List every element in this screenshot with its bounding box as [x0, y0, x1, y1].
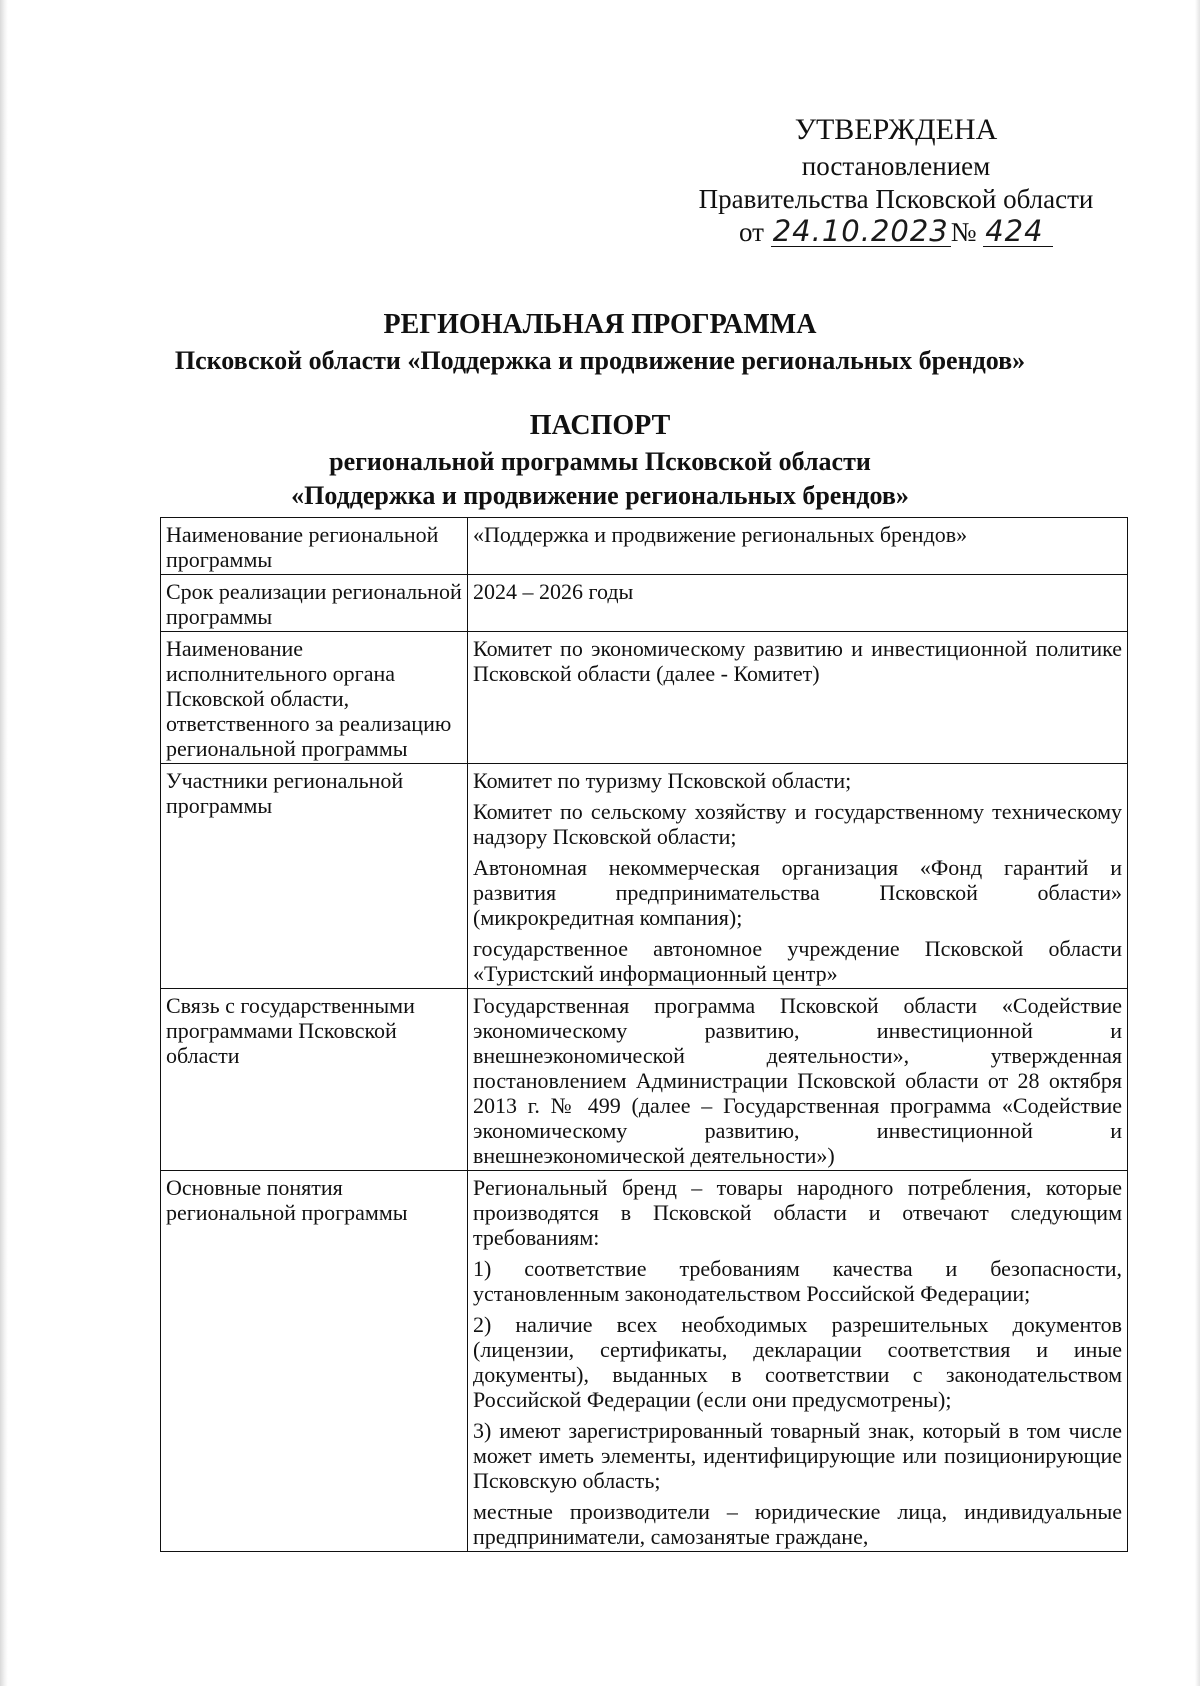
value-paragraph: 1) соответствие требованиям качества и безопасности, установленным законодательством Российской Федерации;: [473, 1256, 1122, 1306]
approval-stamp: [676, 110, 1116, 249]
passport-subtitle-1: региональной программы Псковской области: [329, 447, 871, 476]
row-value: [468, 575, 1128, 632]
document-title: [0, 306, 1200, 378]
value-paragraph: местные производители – юридические лица, индивидуальные предприниматели, самозанятые граждане,: [473, 1499, 1122, 1549]
value-paragraph: Государственная программа Псковской области «Содействие экономическому развитию, инвестиционной и внешнеэкономической деятельности», утвержденная постановлением Администрации Псковской области от 28 октября 2013 г. № 499 (далее – Государственная программа «Содействие экономическому развитию, инвестиционной и внешнеэкономической деятельности»): [473, 993, 1122, 1168]
value-paragraph: 2) наличие всех необходимых разрешительных документов (лицензии, сертификаты, декларации соответствия и иные документы), выданных в соответствии с законодательством Российской Федерации (если они предусмотрены);: [473, 1312, 1122, 1412]
passport-table: [160, 517, 1128, 1552]
handwritten-number: 424: [983, 216, 1053, 247]
row-label: Срок реализации региональной программы: [161, 575, 468, 632]
date-prefix: от: [739, 217, 764, 247]
number-sign: №: [950, 217, 977, 247]
row-value: [468, 989, 1128, 1171]
passport-subtitle-2: «Поддержка и продвижение региональных брендов»: [291, 481, 909, 510]
handwritten-date: 24.10.2023: [772, 214, 949, 248]
row-value: [468, 764, 1128, 989]
passport-heading: [0, 407, 1200, 513]
value-paragraph: 3) имеют зарегистрированный товарный знак, который в том числе может иметь элементы, идентифицирующие или позиционирующие Псковскую область;: [473, 1418, 1122, 1493]
value-paragraph: Региональный бренд – товары народного потребления, которые производятся в Псковской области и отвечают следующим требованиям:: [473, 1175, 1122, 1250]
passport-table-body: [161, 518, 1128, 1552]
row-label: Наименование исполнительного органа Псковской области, ответственного за реализацию региональной программы: [161, 632, 468, 764]
value-paragraph: государственное автономное учреждение Псковской области «Туристский информационный центр»: [473, 936, 1122, 986]
row-value: [468, 1171, 1128, 1552]
table-row: [161, 575, 1128, 632]
scan-edge-right: [1195, 0, 1200, 1686]
approval-heading: УТВЕРЖДЕНА: [794, 113, 998, 146]
value-paragraph: 2024 – 2026 годы: [473, 579, 634, 604]
table-row: [161, 1171, 1128, 1552]
value-paragraph: Автономная некоммерческая организация «Фонд гарантий и развития предпринимательства Псковской области» (микрокредитная компания);: [473, 855, 1122, 930]
row-value: [468, 518, 1128, 575]
approval-line-2: Правительства Псковской области: [698, 184, 1094, 214]
row-label: Наименование региональной программы: [161, 518, 468, 575]
title-line-2: Псковской области «Поддержка и продвижение региональных брендов»: [174, 346, 1026, 375]
value-paragraph: Комитет по экономическому развитию и инвестиционной политике Псковской области (далее - Комитет): [473, 636, 1122, 686]
row-label: Основные понятия региональной программы: [161, 1171, 468, 1552]
table-row: [161, 632, 1128, 764]
approval-date-line: [676, 216, 1116, 249]
row-label: Связь с государственными программами Псковской области: [161, 989, 468, 1171]
title-line-1: РЕГИОНАЛЬНАЯ ПРОГРАММА: [383, 309, 817, 340]
value-paragraph: «Поддержка и продвижение региональных брендов»: [473, 522, 968, 547]
value-paragraph: Комитет по сельскому хозяйству и государственному техническому надзору Псковской области;: [473, 799, 1122, 849]
table-row: [161, 518, 1128, 575]
row-label: Участники региональной программы: [161, 764, 468, 989]
scan-edge-left: [0, 0, 8, 1686]
table-row: [161, 764, 1128, 989]
passport-title: ПАСПОРТ: [529, 410, 671, 441]
approval-line-1: постановлением: [801, 151, 991, 181]
table-row: [161, 989, 1128, 1171]
row-value: [468, 632, 1128, 764]
value-paragraph: Комитет по туризму Псковской области;: [473, 768, 852, 793]
